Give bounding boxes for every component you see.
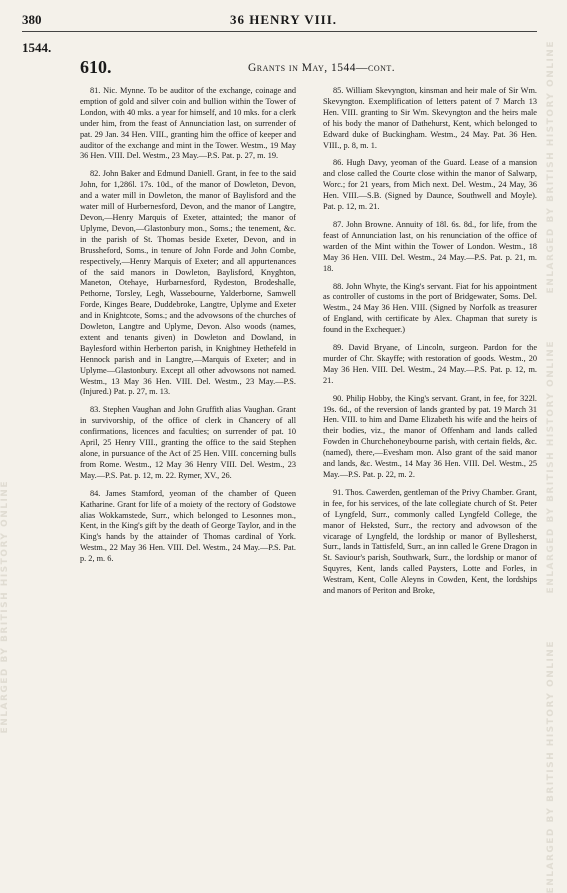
entry-83: 83. Stephen Vaughan and John Gruffith alias Vaughan. Grant in survivorship, of the office of clerk in Chancery of all confirmations, licences and faculties; on surrender of pat. 10 April, 25 Henry VIII., granting the office to the said Stephen alone, in pursuance of the Act of 25 Hen. VIII. concerning bulls from Rome. Westm., 12 May 36 Henry VIII. Del. Westm., 23 May.—P.S. Pat. p. 12, m. 22. Rymer, XV., 26. [80,405,296,480]
right-column [323,86,537,816]
left-column [80,86,296,816]
watermark-text: ENLARGED BY BRITISH HISTORY ONLINE [546,40,556,294]
entry-91: 91. Thos. Cawerden, gentleman of the Privy Chamber. Grant, in fee, for his services, of the late collegiate church of St. Peter of Lyngfeld, Surr., commonly called Lyngfeld College, the manor of Heksted, Surr., the rectory and advowson of the vicarage of Lyngfeld, the lordship or manor of Byllesherst, Surr., lands in Tattisfeld, Surr., an inn called le Grene Dragon in St. Saviour's parish, Southwark, Surr., the lordship or manor of Squyres, Kent, lands called Paysters, Lotte and Forles, in Westram, Kent, Colle Aleyns in Cowden, Kent, the lordships and manors of Periton and Broke, [323,487,537,596]
watermark-text: ENLARGED BY BRITISH HISTORY ONLINE [0,480,10,734]
entry-82: 82. John Baker and Edmund Daniell. Grant, in fee to the said John, for 1,286l. 17s. 10d., of the manor of Dowleton, Devon, and a water mill in Dowleton, the manor of Baylisford and the water mill of Hurbernesford, Devon, and the manor of Langtre, Devon,—Henry Marquis of Exeter, attainted; the manor of Uplyme, Devon,—Glastonbury mon., Soms.; the tenement, &c. in the parish of St. Thomas beside Exeter, Devon, and in Brussheford, Soms., in tenure of John Forde and John Combe, respectively,—Henry Marquis of Exeter; and all appurtenances of the said manors in Dowleton, Baylisford, Knyghton, Maneton, Otehaye, Hurbarnesford, Rydeston, Brodeshalle, Pethorne, Torsley, Legh, Wassebourne, Yalderborne, Samwell Forde, Kinges Beare, Duddebroke, Langtre, Uplyme and Exeter and in Knightcote, Soms.; and the advowsons of the churches of Dowleton, Langtre and Uplyme, Devon. Also woods (names, extent and tenants given) in Dowleton and Dowland, in Baylesford within Herberton parish, in Knightney Hethefeld in Hennock parish and in Langtre,—Marquis of Exeter; and in Uplyme—Glastonbury. Except all other advowsons not named. Westm., 13 May 36 Hen. VIII. Del. Westm., 23 May.—P.S. (Injured.) Pat. p. 27, m. 13. [80,169,296,397]
section-number: 610. [80,57,112,77]
watermark-right [546,40,564,893]
entry-89: 89. David Bryane, of Lincoln, surgeon. Pardon for the murder of Chr. Skayffe; with restoration of goods. Westm., 20 May 36 Hen. VIII. Del. Westm., 24 May.—P.S. Pat. p. 12, m. 21. [323,343,537,385]
running-head: 36 HENRY VIII. [229,12,338,27]
entry-84: 84. James Stamford, yeoman of the chamber of Queen Katharine. Grant for life of a moiety of the rectory of Godstowe alias Wokkamstede, Surr., which belonged to Lesonnes mon., Kent, in the King's gift by the death of George Taylor, and in the King's hands by the attainder of Thomas cardinal of York. Westm., 22 May 36 Hen. VIII. Del. Westm., 24 May.—P.S. Pat. p. 2, m. 6. [80,488,296,564]
section-title: Grants in May, 1544—cont. [248,62,396,74]
watermark-text: ENLARGED BY BRITISH HISTORY ONLINE [546,640,556,893]
year-marker: 1544. [22,40,52,55]
entry-81: 81. Nic. Mynne. To be auditor of the exchange, coinage and emption of gold and silver coin and bullion within the Tower of London, with 40 mks. a year for himself, and 10 mks. for a clerk under him, from the feast of Annunciation last, on surrender of pat. 29 Jan. 34 Hen. VIII., granting him the office of keeper and auditor of the exchange and mint in the Tower. Westm., 19 May 36 Hen. VIII. Del. Westm., 23 May.—P.S. Pat. p. 27, m. 19. [80,86,296,161]
entry-85: 85. William Skevyngton, kinsman and heir male of Sir Wm. Skevyngton. Exemplification of letters patent of 7 March 13 Hen. VIII. granting to Sir Wm. Skevyngton and the heirs male of his body the manor of Dathehurst, Kent, which belonged to Edward duke of Buckingham. Westm., 24 May. Pat. 36 Hen. VIII., p. 8, m. 1. [323,86,537,150]
entry-88: 88. John Whyte, the King's servant. Fiat for his appointment as controller of customs in the port of Bridgewater, Soms. Del. Westm., 24 May 36 Hen. VIII. (Signed by Norfolk as treasurer of England, with certificate by Alex. Chapman that surety is found in the Exchequer.) [323,281,537,335]
watermark-left [0,480,16,820]
entry-90: 90. Philip Hobby, the King's servant. Grant, in fee, for 322l. 19s. 6d., of the reversion of lands granted by pat. 19 March 31 Hen. VIII. to him and Dame Elizabeth his wife and the heirs of their bodies, viz., the manor of Offenham and lands called Fowden in Churchehoneybourne parish, with certain fields, &c. (named), there,—Evesham mon. Also grant of the said manor and lands, &c. Westm., 14 May 36 Hen. VIII. Del. Westm., 25 May.—P.S. Pat. p. 22, m. 2. [323,393,537,479]
page-number: 380 [22,12,42,27]
entry-87: 87. John Browne. Annuity of 18l. 6s. 8d., for life, from the feast of Annunciation last, on his renunciation of the office of warden of the Mint within the Tower of London. Westm., 18 May 36 Hen. VIII. Del. Westm., 24 May.—P.S. Pat. p. 21, m. 18. [323,219,537,273]
header-rule [22,31,537,32]
entry-86: 86. Hugh Davy, yeoman of the Guard. Lease of a mansion and close called the Courte close within the manor of Salwarp, Worc.; for 21 years, from Mich next. Del. Westm., 24 May, 36 Hen. VIII.—S.B. (Signed by Daunce, Southwell and Moyle). Pat. p. 12, m. 21. [323,158,537,212]
watermark-text: ENLARGED BY BRITISH HISTORY ONLINE [546,340,556,594]
